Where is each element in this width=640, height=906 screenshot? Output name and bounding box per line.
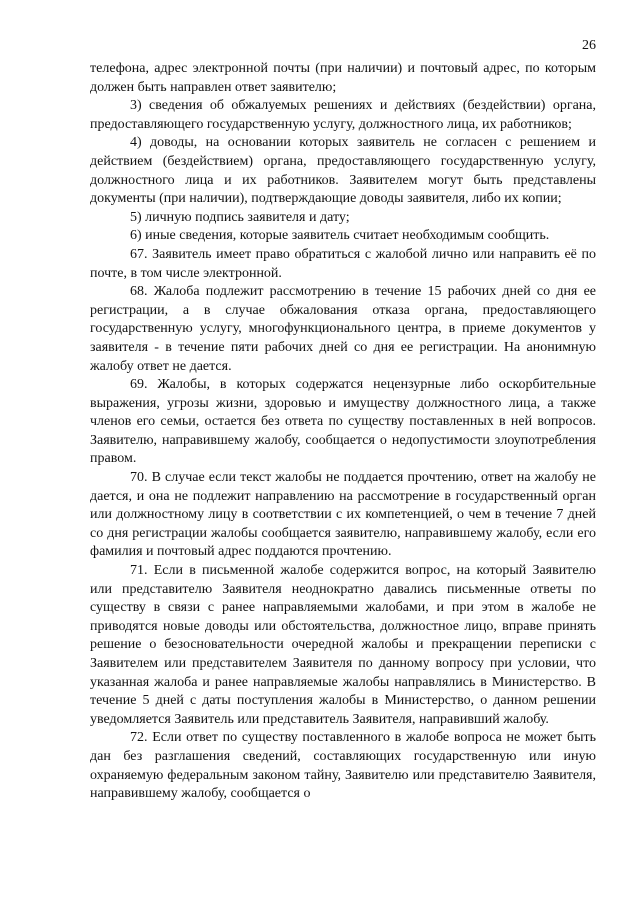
paragraph-item-4: 4) доводы, на основании которых заявитель не согласен с решением и действием (бездействием) органа, предоставляющего государственную услугу, должностного лица и их работников. Заявителем могут быть представлены документы (при наличии), подтверждающие доводы заявителя, либо их копии; bbox=[90, 135, 596, 207]
paragraph-item-6: 6) иные сведения, которые заявитель считает необходимым сообщить. bbox=[130, 228, 550, 244]
paragraph-69: 69. Жалобы, в которых содержатся нецензурные либо оскорбительные выражения, угрозы жизни, здоровью и имуществу должностного лица, а также членов его семьи, остается без ответа по существу поставленных в ней вопросов. Заявителю, направившему жалобу, сообщается о недопустимости злоупотребления правом. bbox=[90, 377, 596, 467]
paragraph-67: 67. Заявитель имеет право обратиться с жалобой лично или направить её по почте, в том числе электронной. bbox=[90, 246, 596, 281]
paragraph-continuation: телефона, адрес электронной почты (при наличии) и почтовый адрес, по которым должен быть направлен ответ заявителю; bbox=[90, 61, 596, 95]
paragraph-item-3: 3) сведения об обжалуемых решениях и действиях (бездействии) органа, предоставляющего государственную услугу, должностного лица, их работников; bbox=[90, 98, 596, 132]
paragraph-70: 70. В случае если текст жалобы не поддается прочтению, ответ на жалобу не дается, и она не подлежит направлению на рассмотрение в государственный орган или должностному лицу в соответствии с их компетенцией, о чем в течение 7 дней со дня регистрации жалобы сообщается заявителю, направившему жалобу, если его фамилия и почтовый адрес поддаются прочтению. bbox=[90, 470, 596, 560]
paragraph-68: 68. Жалоба подлежит рассмотрению в течение 15 рабочих дней со дня ее регистрации, а в случае обжалования отказа органа, предоставляющего государственную услугу, многофункционального центра, в приеме документов у заявителя - в течение пяти рабочих дней со дня ее регистрации. На анонимную жалобу ответ не дается. bbox=[90, 284, 596, 374]
paragraph-item-5: 5) личную подпись заявителя и дату; bbox=[130, 209, 350, 225]
paragraph-71: 71. Если в письменной жалобе содержится вопрос, на который Заявителю или представителю Заявителя неоднократно давались письменные ответы по существу в связи с ранее направляемыми жалобами, и при этом в жалобе не приводятся новые доводы или обстоятельства, должностное лицо, вправе принять решение о безосновательности очередной жалобы и прекращении переписки с Заявителем или представителем Заявителя по данному вопросу при условии, что указанная жалоба и ранее направляемые жалобы направлялись в Министерство. В течение 5 дней с даты поступления жалобы в Министерство, о данном решении уведомляется Заявитель или представитель Заявителя, направивший жалобу. bbox=[90, 563, 596, 727]
paragraph-72: 72. Если ответ по существу поставленного в жалобе вопроса не может быть дан без разглашения сведений, составляющих государственную или иную охраняемую федеральным законом тайну, Заявителю или представителю Заявителя, направившему жалобу, сообщается о bbox=[90, 730, 596, 802]
page-number: 26 bbox=[582, 38, 596, 53]
document-body bbox=[90, 60, 596, 804]
